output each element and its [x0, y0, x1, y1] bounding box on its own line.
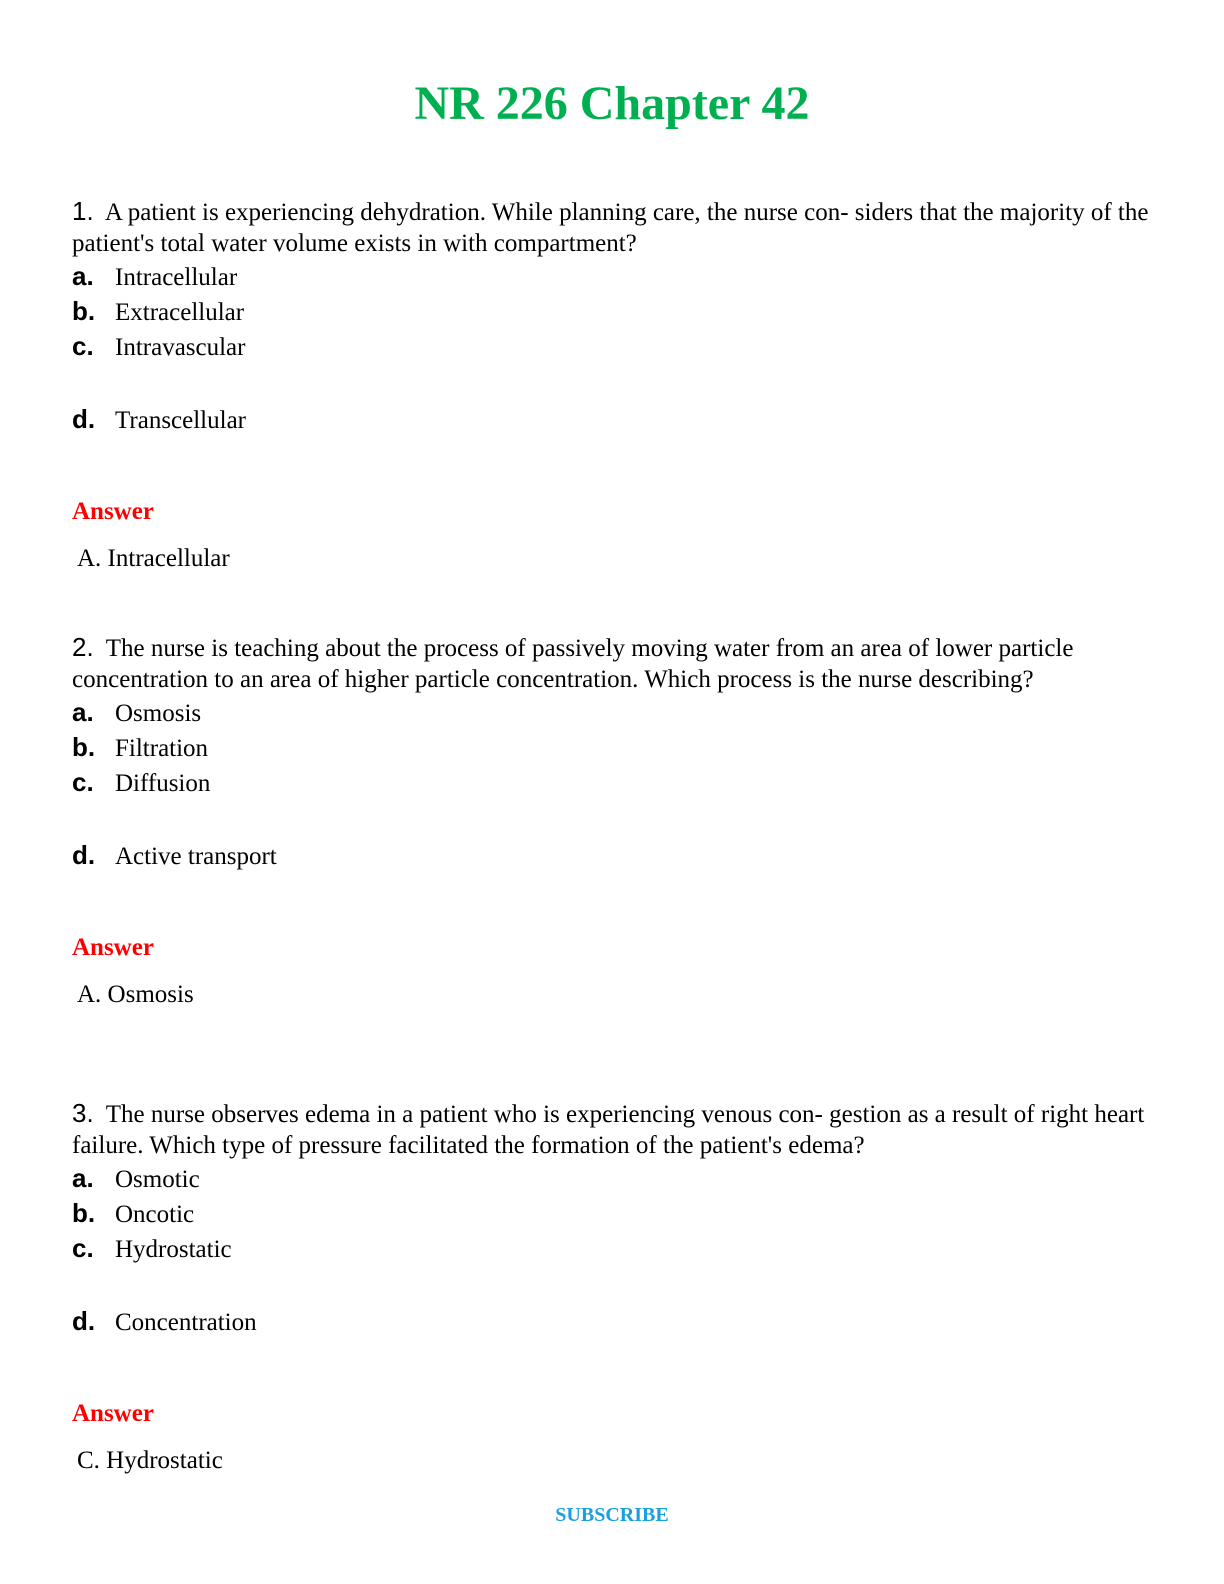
option-text: Filtration: [115, 735, 209, 762]
option-letter: c.: [72, 331, 94, 361]
option-d: [72, 402, 1152, 437]
option-a: [72, 695, 1152, 730]
option-letter: a.: [72, 697, 94, 727]
option-text: Osmosis: [115, 700, 202, 727]
question-3: [72, 1098, 1152, 1476]
option-text: Extracellular: [115, 299, 245, 326]
option-letter: b.: [72, 296, 96, 326]
question-number: 1.: [72, 196, 94, 226]
question-number: 2.: [72, 632, 94, 662]
question-body: The nurse is teaching about the process of passively moving water from an area of lower particle concentration to an area of higher particle concentration. Which process is the nurse describing?: [72, 635, 1074, 693]
option-letter: d.: [72, 840, 96, 870]
option-a: [72, 1161, 1152, 1196]
answer-heading: Answer: [72, 1400, 154, 1427]
option-text: Diffusion: [115, 770, 211, 797]
option-letter: c.: [72, 767, 94, 797]
option-text: Intracellular: [115, 264, 238, 291]
option-text: Active transport: [115, 843, 277, 870]
page-title: NR 226 Chapter 42: [414, 77, 810, 130]
option-letter: c.: [72, 1233, 94, 1263]
option-text: Hydrostatic: [115, 1236, 232, 1263]
option-text: Transcellular: [115, 407, 246, 434]
question-text: [72, 632, 1152, 695]
option-letter: d.: [72, 1306, 96, 1336]
option-text: Concentration: [115, 1309, 257, 1336]
option-letter: d.: [72, 404, 96, 434]
answer-text: A. Intracellular: [77, 545, 230, 572]
option-a: [72, 259, 1152, 294]
option-b: [72, 730, 1152, 765]
option-letter: b.: [72, 1198, 96, 1228]
answer-heading: Answer: [72, 498, 154, 525]
option-b: [72, 294, 1152, 329]
question-body: The nurse observes edema in a patient who is experiencing venous con- gestion as a result of right heart failure. Which type of pressure facilitated the formation of the patient's edema?: [72, 1101, 1145, 1159]
option-letter: a.: [72, 261, 94, 291]
option-letter: a.: [72, 1163, 94, 1193]
option-d: [72, 1304, 1152, 1339]
option-d: [72, 838, 1152, 873]
option-letter: b.: [72, 732, 96, 762]
option-c: [72, 1231, 1152, 1266]
option-text: Oncotic: [115, 1201, 195, 1228]
question-text: [72, 196, 1152, 259]
question-body: A patient is experiencing dehydration. While planning care, the nurse con- siders that the majority of the patient's total water volume exists in with compartment?: [72, 199, 1149, 257]
question-text: [72, 1098, 1152, 1161]
answer-text: A. Osmosis: [77, 981, 194, 1008]
question-2: [72, 632, 1152, 1010]
option-c: [72, 329, 1152, 364]
question-1: [72, 196, 1152, 574]
answer-heading: Answer: [72, 934, 154, 961]
option-c: [72, 765, 1152, 800]
subscribe-link[interactable]: SUBSCRIBE: [555, 1504, 669, 1526]
option-b: [72, 1196, 1152, 1231]
option-text: Intravascular: [115, 334, 246, 361]
option-text: Osmotic: [115, 1166, 200, 1193]
answer-text: C. Hydrostatic: [77, 1447, 223, 1474]
question-number: 3.: [72, 1098, 94, 1128]
